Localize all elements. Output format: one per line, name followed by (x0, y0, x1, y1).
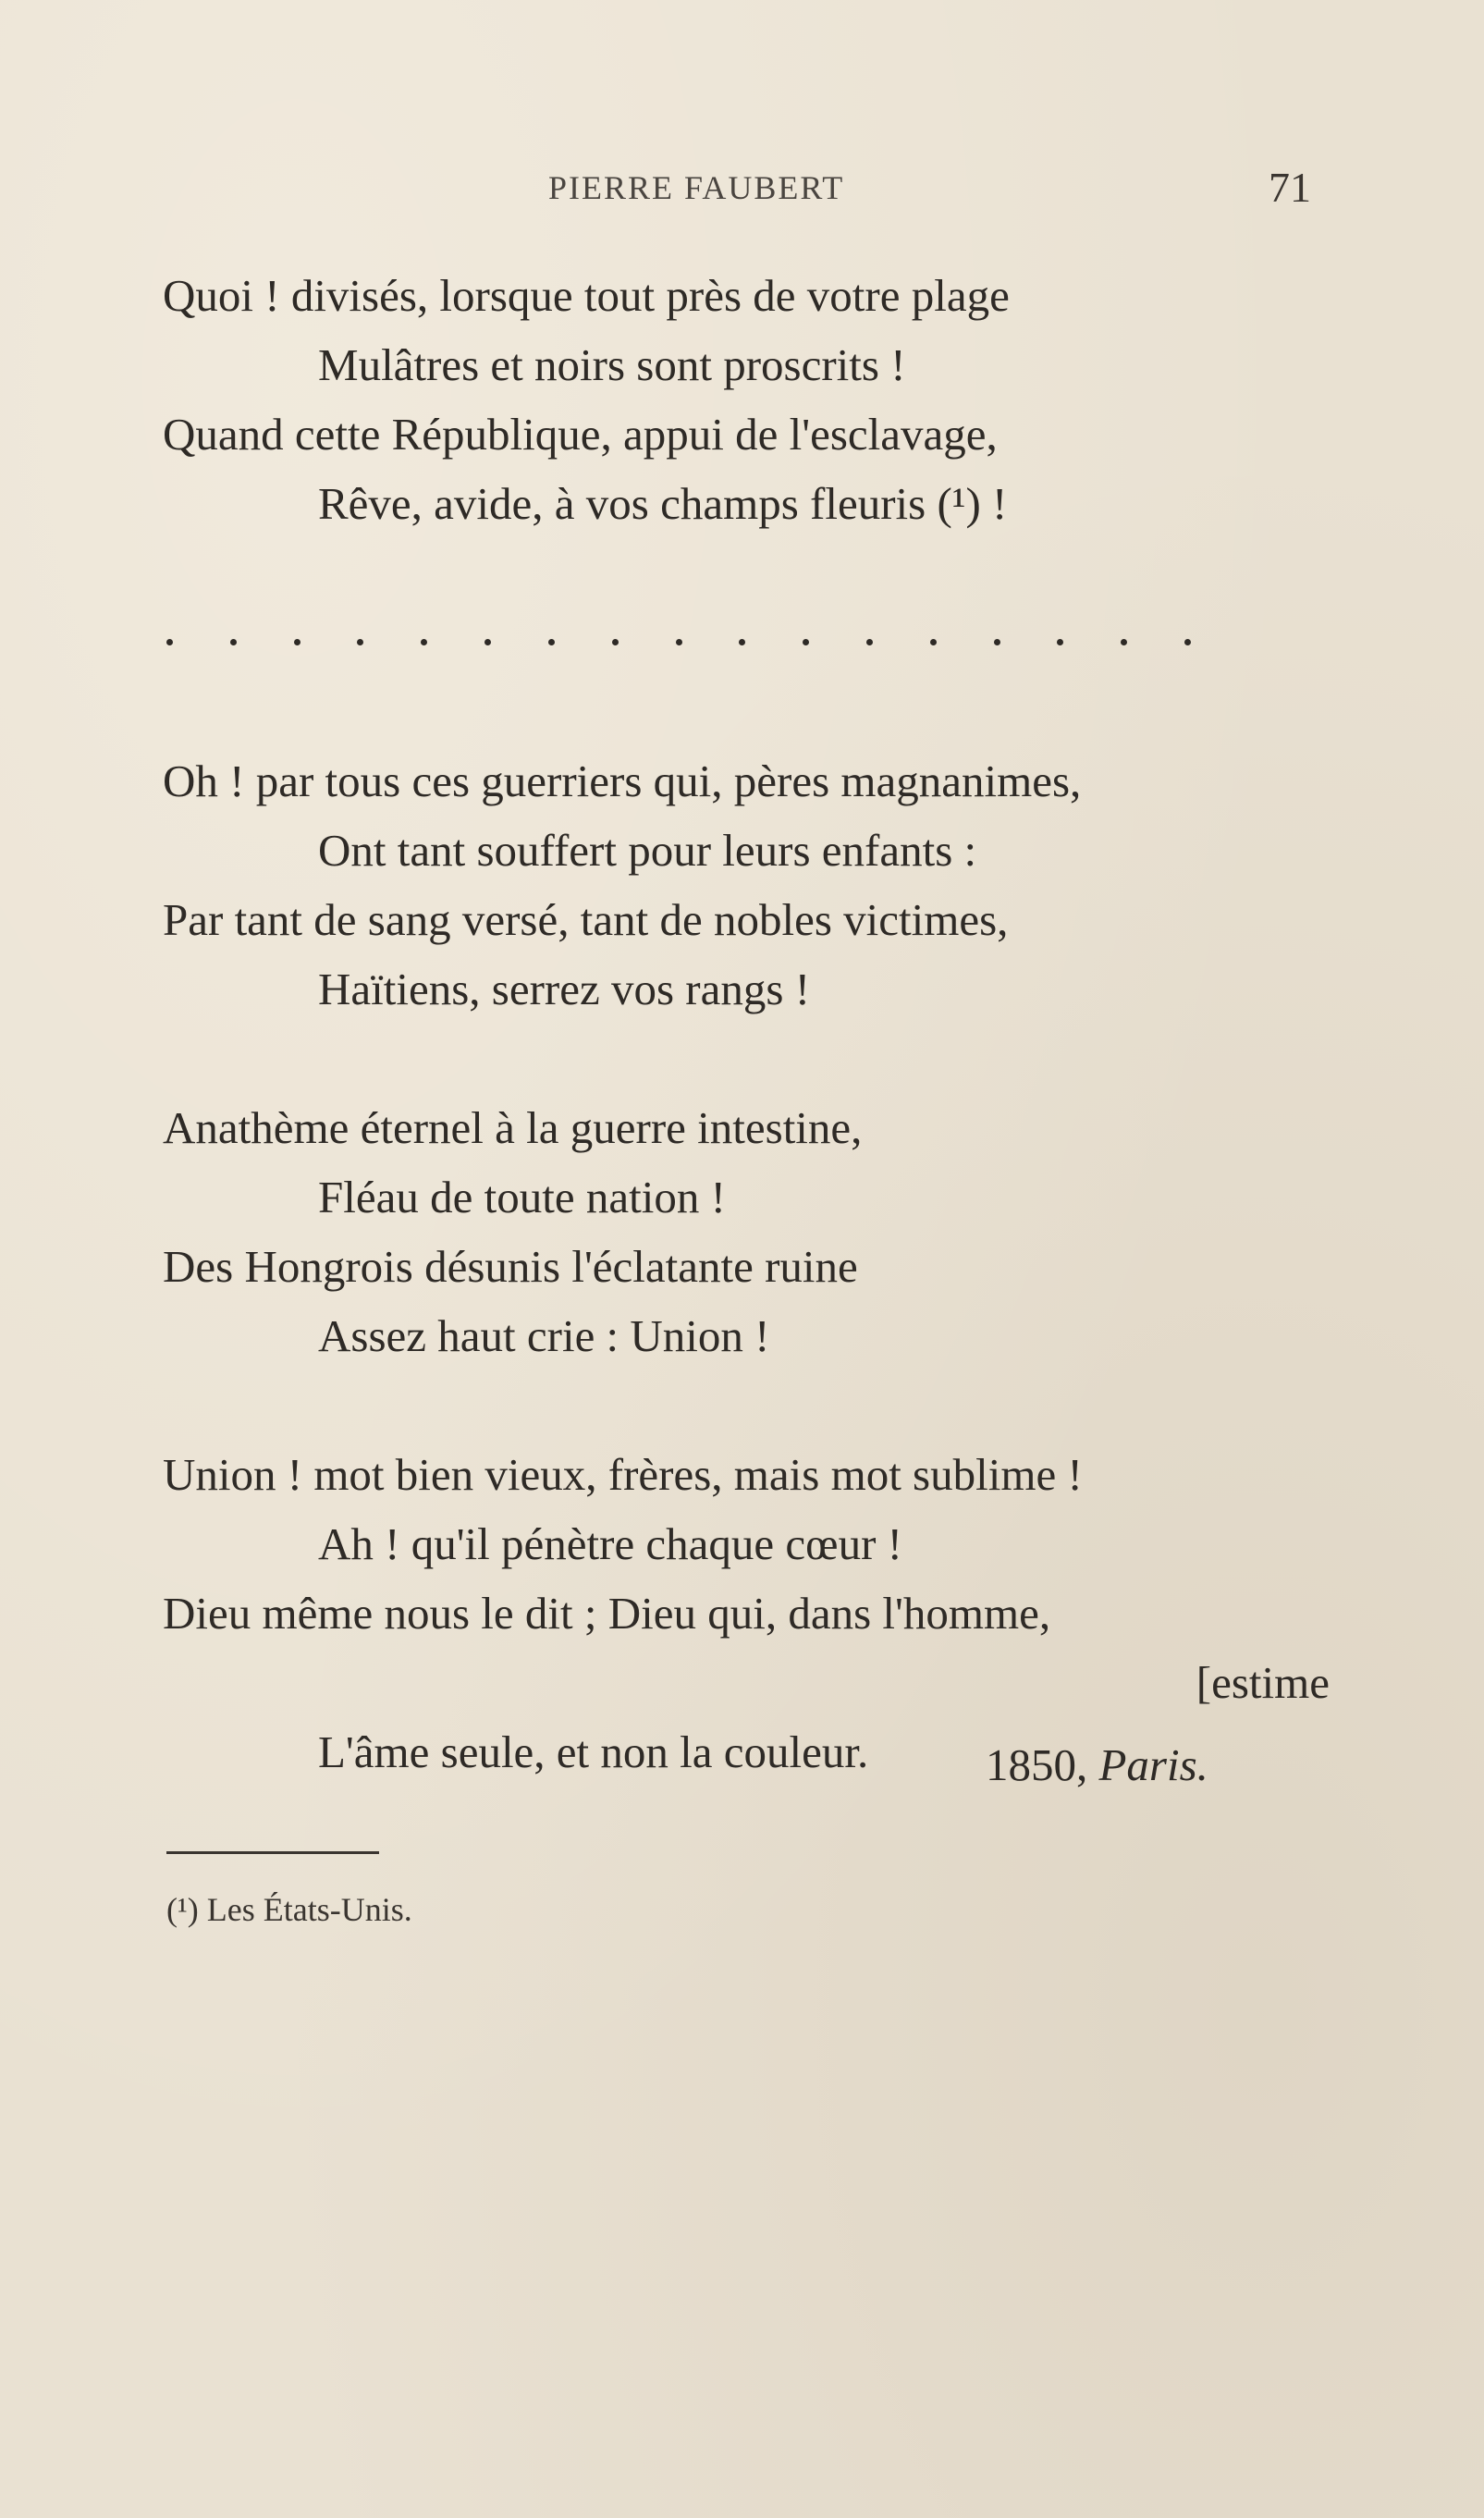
stanza-3 (163, 1093, 1346, 1370)
verse-line: Ont tant souffert pour leurs enfants : (318, 825, 977, 876)
dot (803, 639, 809, 645)
stanza-1 (163, 261, 1346, 538)
footnote-rule (166, 1851, 379, 1854)
dot (548, 639, 555, 645)
verse-line: Des Hongrois désunis l'éclatante ruine (163, 1241, 858, 1292)
dot (930, 639, 937, 645)
page-number: 71 (1269, 164, 1311, 211)
verse-line: Oh ! par tous ces guerriers qui, pères magnanimes, (163, 755, 1082, 806)
dot (866, 639, 873, 645)
dateline-place: Paris. (1098, 1739, 1208, 1790)
dot (612, 639, 619, 645)
verse-line: Par tant de sang versé, tant de nobles victimes, (163, 894, 1009, 945)
verse-line: Ah ! qu'il pénètre chaque cœur ! (318, 1518, 902, 1569)
verse-line: Quand cette République, appui de l'esclavage, (163, 409, 998, 460)
page-header (0, 164, 1484, 224)
dot (1184, 639, 1191, 645)
dot (676, 639, 682, 645)
poem (163, 261, 1346, 1856)
dot (230, 639, 237, 645)
dateline-year: 1850, (986, 1739, 1088, 1790)
verse-line: Anathème éternel à la guerre intestine, (163, 1102, 863, 1153)
verse-line: Fléau de toute nation ! (318, 1172, 726, 1222)
omission-dots (163, 608, 1191, 677)
verse-line: L'âme seule, et non la couleur. (318, 1726, 869, 1777)
dot (357, 639, 363, 645)
stanza-2 (163, 746, 1346, 1024)
dot (1121, 639, 1127, 645)
running-head: PIERRE FAUBERT (548, 169, 845, 206)
dot (994, 639, 1000, 645)
verse-line: Quoi ! divisés, lorsque tout près de votre plage (163, 270, 1010, 321)
dot (421, 639, 427, 645)
stanza-4 (163, 1440, 1346, 1787)
footnote: (¹) Les États-Unis. (166, 1891, 412, 1928)
dot (166, 639, 173, 645)
dateline (986, 1738, 1208, 1791)
dot (484, 639, 491, 645)
verse-line: Dieu même nous le dit ; Dieu qui, dans l'homme, (163, 1588, 1051, 1639)
verse-line: Haïtiens, serrez vos rangs ! (318, 964, 811, 1014)
dot (1057, 639, 1063, 645)
dot (294, 639, 300, 645)
verse-line: Union ! mot bien vieux, frères, mais mot sublime ! (163, 1449, 1083, 1500)
verse-line-overflow: [estime (1196, 1657, 1330, 1708)
dot (739, 639, 745, 645)
verse-line: Mulâtres et noirs sont proscrits ! (318, 339, 906, 390)
verse-line: Assez haut crie : Union ! (318, 1310, 770, 1361)
verse-line: Rêve, avide, à vos champs fleuris (¹) ! (318, 478, 1008, 529)
